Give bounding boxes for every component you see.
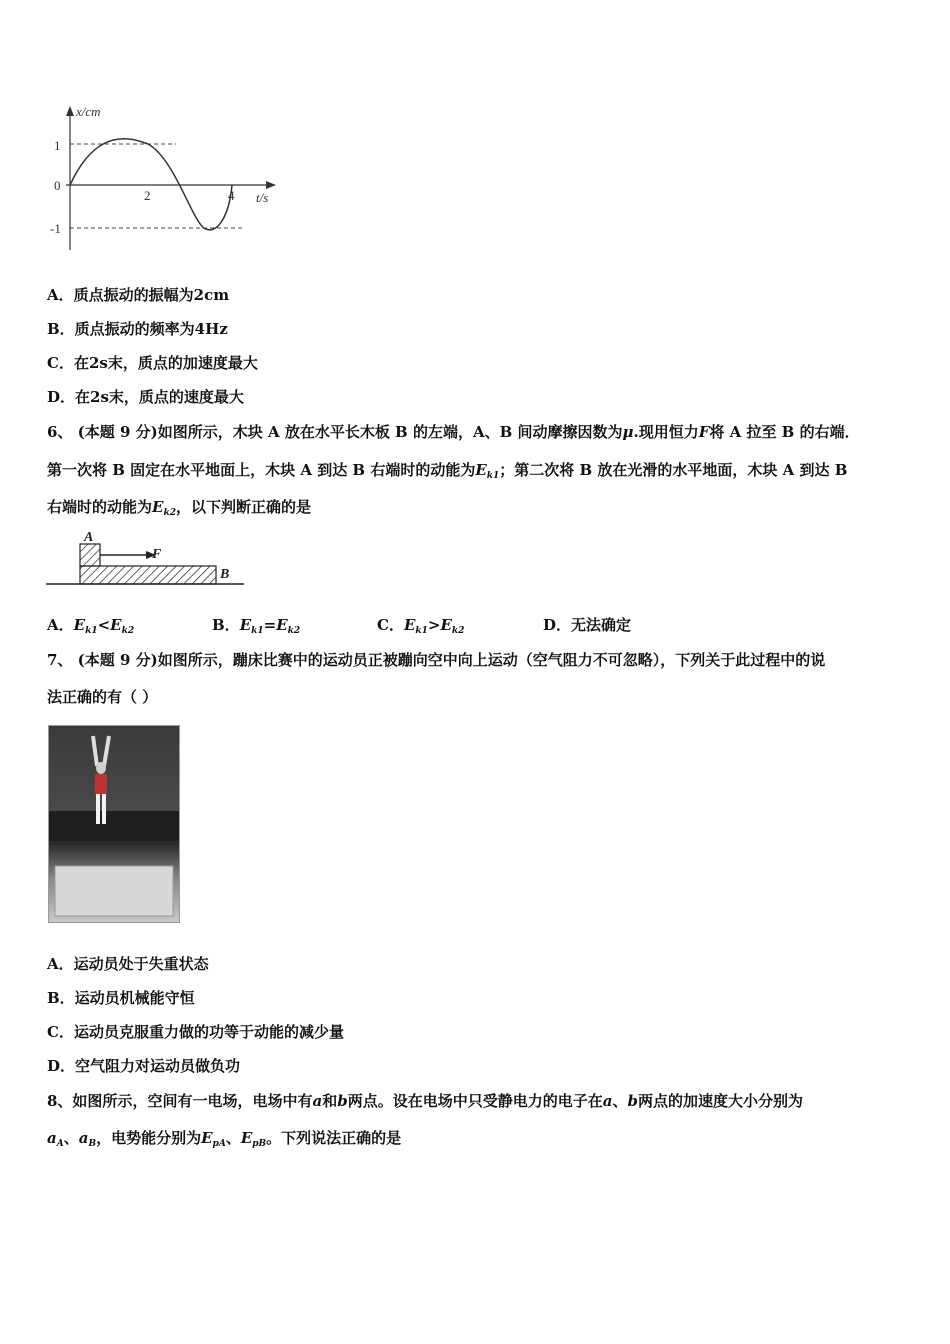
q6-line-3: 右端时的动能为$E_{k2}$，以下判断正确的是 — [47, 498, 311, 518]
x-axis-label: t/s — [256, 190, 269, 205]
q7-option-c: C．运动员克服重力做的功等于动能的减少量 — [47, 1023, 344, 1041]
tick-x-4: 4 — [228, 188, 235, 203]
y-axis-arrow — [66, 106, 74, 116]
q7-option-b: B．运动员机械能守恒 — [47, 989, 195, 1007]
q6-line-2: 第一次将 B 固定在水平地面上，木块 A 到达 B 右端时的动能为$E_{k1}$；第二次将 B 放在光滑的水平地面，木块 A 到达 B — [47, 461, 848, 481]
q7-option-d: D．空气阻力对运动员做负功 — [47, 1057, 241, 1075]
label-b: B — [220, 567, 230, 582]
tick-y-top: 1 — [54, 138, 61, 153]
q6-option-a: A．$E_{k1}<E_{k2}$ — [47, 616, 135, 636]
sine-curve — [70, 139, 232, 230]
y-axis-label: x/cm — [76, 104, 101, 119]
q8-line-1: 8、如图所示，空间有一电场，电场中有a和b两点。设在电场中只受静电力的电子在a、b两点的加速度大小分别为 — [47, 1092, 803, 1110]
q8-line-2: $a_A$、$a_B$，电势能分别为$E_{pA}$、$E_{pB}$。下列说法正确的是 — [47, 1129, 402, 1149]
q6-option-b: B．$E_{k1}=E_{k2}$ — [212, 616, 301, 636]
q5-option-c: C．在2s末，质点的加速度最大 — [47, 354, 258, 372]
q7-line-2: 法正确的有（ ） — [47, 688, 158, 706]
q6-option-c: C．$E_{k1}>E_{k2}$ — [377, 616, 465, 636]
q5-option-b: B．质点振动的频率为4Hz — [47, 320, 228, 338]
trampoline-photo — [48, 725, 180, 923]
label-a: A — [84, 530, 94, 545]
x-axis-arrow — [266, 181, 276, 189]
q5-option-a: A．质点振动的振幅为2cm — [47, 286, 230, 304]
block-a — [80, 544, 100, 566]
board-b — [80, 566, 216, 584]
q7-line-1: 7、 (本题 9 分)如图所示，蹦床比赛中的运动员正被蹦向空中向上运动（空气阻力不可忽略），下列关于此过程中的说 — [47, 651, 826, 669]
oscillation-graph — [44, 100, 284, 260]
q7-option-a: A．运动员处于失重状态 — [47, 955, 209, 973]
q6-option-d: D．无法确定 — [543, 616, 632, 634]
tick-x-2: 2 — [144, 188, 151, 203]
block-board-figure — [44, 528, 254, 590]
label-f: F — [152, 547, 162, 562]
q6-line-1: 6、 (本题 9 分)如图所示，木块 A 放在水平长木板 B 的左端，A、B 间动摩擦因数为μ.现用恒力F将 A 拉至 B 的右端． — [47, 423, 860, 441]
tick-y-zero: 0 — [54, 178, 61, 193]
q5-option-d: D．在2s末，质点的速度最大 — [47, 388, 244, 406]
tick-y-bottom: -1 — [50, 221, 61, 236]
